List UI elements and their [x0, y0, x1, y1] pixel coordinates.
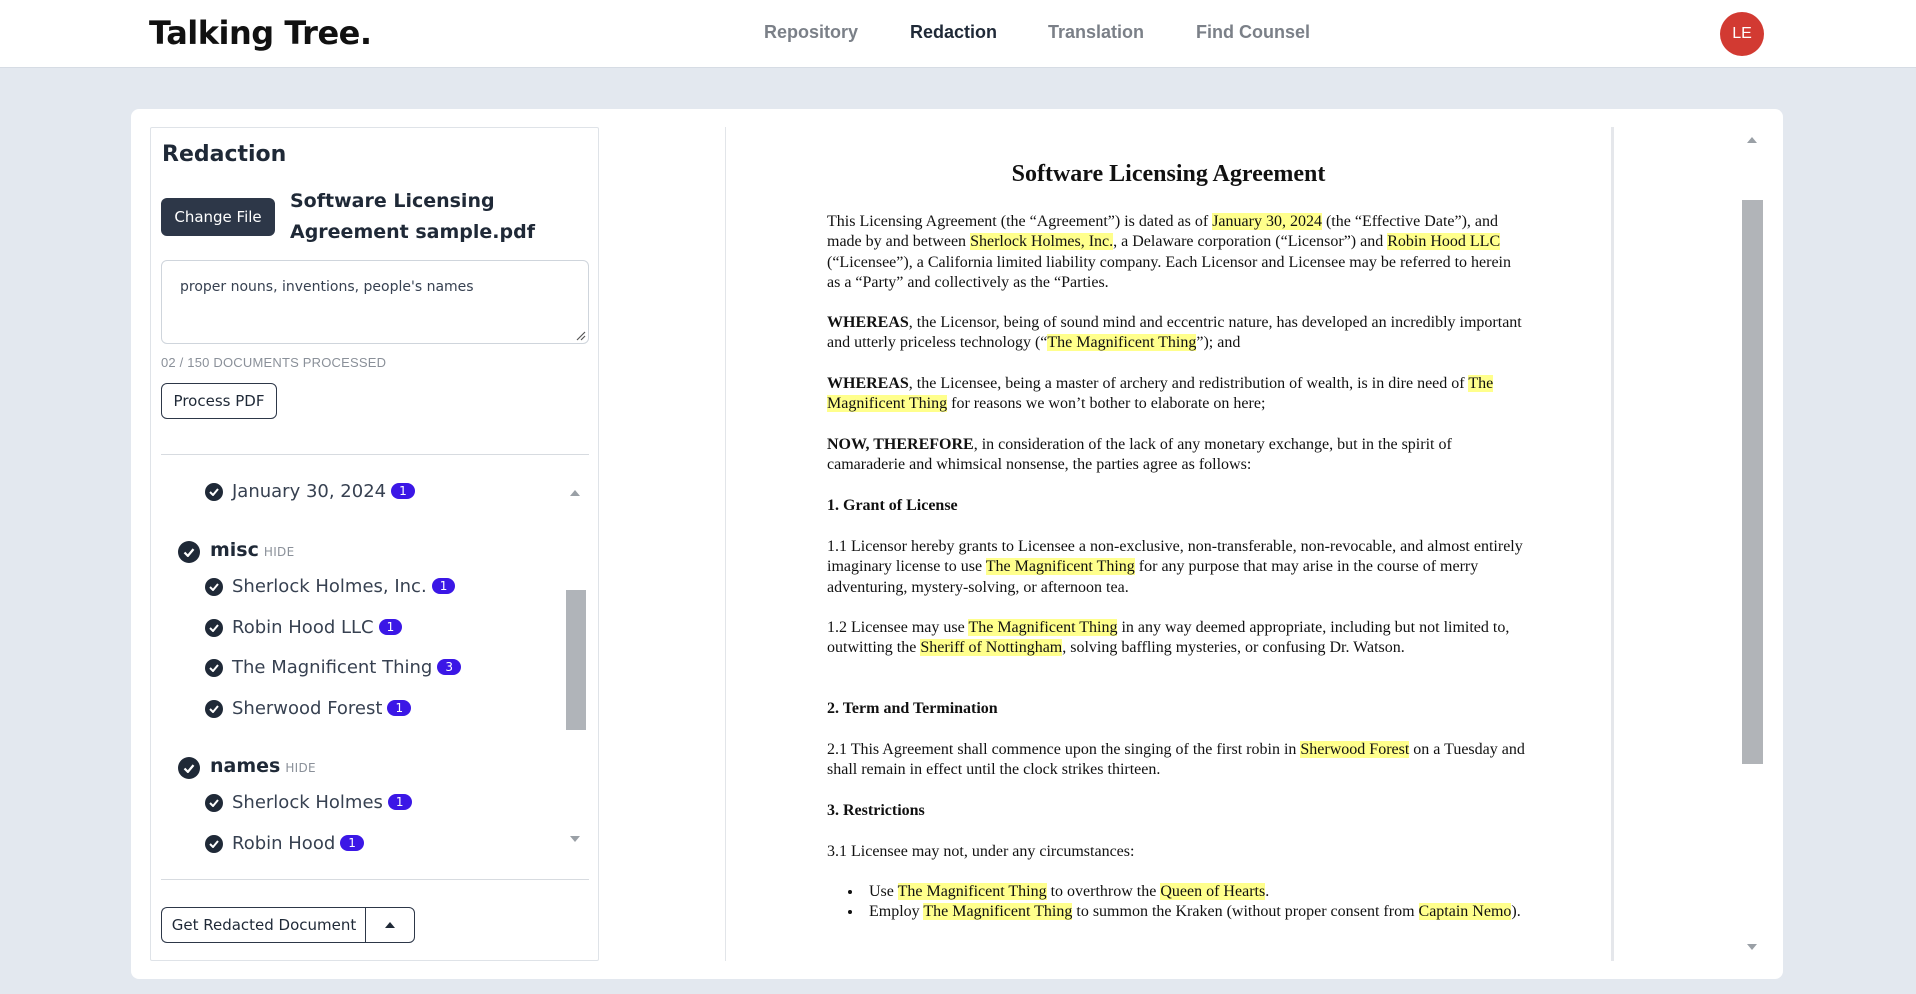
top-navbar [0, 0, 1916, 68]
count-badge: 1 [379, 619, 403, 635]
redaction-highlight[interactable]: Sheriff of Nottingham [920, 639, 1063, 657]
nav-redaction[interactable]: Redaction [910, 22, 998, 42]
entity-label: Sherwood Forest [232, 698, 383, 719]
list-item: • Employ The Magnificent Thing to summon the Kraken (without proper consent from Captain Nemo). [863, 902, 1527, 922]
doc-scroll-up-icon[interactable] [1747, 137, 1757, 143]
check-icon [183, 764, 195, 773]
doc-paragraph: 1.2 Licensee may use The Magnificent Thing in any way deemed appropriate, including but not limited to, outwitting the Sheriff of Nottingham, solving baffling mysteries, or confusing Dr. Watson. [827, 619, 1510, 657]
entity-checkbox[interactable] [205, 578, 223, 596]
divider [161, 454, 589, 455]
count-badge: 1 [391, 483, 415, 499]
entity-label: Robin Hood LLC [232, 617, 374, 638]
doc-paragraph: WHEREAS, the Licensor, being of sound mind and eccentric nature, has developed an incredibly important and utterly priceless technology (“The Magnificent Thing”); and [827, 314, 1522, 352]
entity-checkbox[interactable] [205, 619, 223, 637]
redaction-highlight[interactable]: Sherwood Forest [1300, 741, 1410, 758]
entity-label: January 30, 2024 [232, 481, 387, 502]
check-icon [209, 705, 219, 713]
entity-checkbox[interactable] [205, 794, 223, 812]
entity-label: Sherlock Holmes [232, 792, 383, 813]
section-heading: 3. Restrictions [827, 802, 925, 819]
processed-count: 02 / 150 DOCUMENTS PROCESSED [161, 355, 387, 370]
group-checkbox-names[interactable] [178, 757, 200, 779]
file-name: Software Licensing Agreement sample.pdf [290, 190, 535, 243]
doc-paragraph: 2.1 This Agreement shall commence upon the singing of the first robin in Sherwood Forest on a Tuesday and shall remain in effect until the clock strikes thirteen. [827, 741, 1525, 779]
check-icon [209, 624, 219, 632]
count-badge: 1 [432, 578, 456, 594]
entity-item [232, 698, 411, 719]
doc-paragraph: WHEREAS, the Licensee, being a master of archery and redistribution of wealth, is in dire need of The Magnificent Thing for reasons we won’t bother to elaborate on here; [827, 375, 1494, 413]
group-name: misc [210, 539, 259, 561]
doc-list [827, 882, 1527, 923]
change-file-button[interactable]: Change File [161, 198, 275, 236]
entity-label: Robin Hood [232, 833, 336, 854]
redaction-highlight[interactable]: Sherlock Holmes, Inc. [970, 233, 1114, 251]
redaction-highlight[interactable]: The Magnificent Thing [827, 375, 1494, 413]
redaction-highlight[interactable]: The Magnificent Thing [923, 903, 1073, 921]
entity-item [232, 617, 402, 638]
divider [161, 879, 589, 880]
document-viewer [726, 127, 1614, 961]
caret-up-icon [385, 922, 395, 928]
entity-item [232, 792, 412, 813]
download-options-toggle[interactable] [365, 907, 415, 943]
check-icon [209, 583, 219, 591]
document-scrollbar[interactable] [1742, 200, 1763, 764]
check-icon [209, 799, 219, 807]
redaction-highlight[interactable]: The Magnificent Thing [897, 883, 1047, 900]
check-icon [209, 664, 219, 672]
doc-scroll-down-icon[interactable] [1747, 944, 1757, 950]
get-redacted-document-button[interactable]: Get Redacted Document [161, 907, 366, 943]
group-label-names [210, 755, 316, 777]
redaction-highlight[interactable]: Robin Hood LLC [1387, 233, 1501, 251]
count-badge: 3 [437, 659, 461, 675]
redaction-highlight[interactable]: Queen of Hearts [1160, 883, 1266, 900]
doc-paragraph: 3.1 Licensee may not, under any circumstances: [827, 843, 1135, 860]
entity-checkbox[interactable] [205, 700, 223, 718]
resize-handle-icon[interactable] [576, 331, 586, 341]
count-badge: 1 [387, 700, 411, 716]
check-icon [209, 840, 219, 848]
entity-checkbox[interactable] [205, 659, 223, 677]
process-pdf-button[interactable]: Process PDF [161, 383, 277, 419]
nav-translation[interactable]: Translation [1048, 22, 1145, 42]
user-avatar[interactable]: LE [1720, 12, 1764, 56]
group-name: names [210, 755, 281, 777]
doc-paragraph: NOW, THEREFORE, in consideration of the lack of any monetary exchange, but in the spirit of camaraderie and whimsical nonsense, the parties agree as follows: [827, 436, 1452, 474]
list-item: • Use The Magnificent Thing to overthrow the Queen of Hearts. [863, 882, 1527, 902]
nav-find-counsel[interactable]: Find Counsel [1196, 22, 1310, 42]
check-icon [183, 548, 195, 557]
redaction-prompt-input[interactable] [161, 260, 589, 344]
entity-checkbox[interactable] [205, 835, 223, 853]
scroll-up-icon[interactable] [570, 490, 580, 496]
redaction-panel [150, 127, 599, 961]
doc-paragraph: This Licensing Agreement (the “Agreement”) is dated as of January 30, 2024 (the “Effective Date”), and made by and between Sherlock Holmes, Inc., a Delaware corporation (“Licensor”) and Robin Hood LLC (“Licensee”), a California limited liability company. Each Licensor and Licensee may be referred to herein as a “Party” and collectively as the “Parties. [827, 213, 1511, 291]
entity-label: The Magnificent Thing [232, 657, 433, 678]
scroll-down-icon[interactable] [570, 836, 580, 842]
group-checkbox-misc[interactable] [178, 541, 200, 563]
panel-title: Redaction [162, 142, 287, 167]
doc-paragraph: 1.1 Licensor hereby grants to Licensee a non-exclusive, non-transferable, non-revocable, and almost entirely imaginary license to use The Magnificent Thing for any purpose that may arise in the course of merry adventuring, mystery-solving, or afternoon tea. [827, 538, 1523, 596]
entity-item [232, 576, 455, 597]
count-badge: 1 [388, 794, 412, 810]
entity-label: Sherlock Holmes, Inc. [232, 576, 427, 597]
entity-item-date [232, 481, 415, 502]
group-label-misc [210, 539, 294, 561]
redaction-highlight[interactable]: The Magnificent Thing [1047, 334, 1197, 352]
entity-checkbox[interactable] [205, 483, 223, 501]
hide-toggle[interactable]: HIDE [285, 761, 316, 775]
document-title: Software Licensing Agreement [1011, 161, 1326, 187]
check-icon [209, 488, 219, 496]
redaction-highlight[interactable]: January 30, 2024 [1212, 213, 1322, 230]
count-badge: 1 [340, 835, 364, 851]
section-heading: 1. Grant of License [827, 497, 958, 514]
entity-list-scrollbar[interactable] [566, 590, 586, 730]
redaction-highlight[interactable]: The Magnificent Thing [985, 558, 1135, 576]
prompt-value: proper nouns, inventions, people's names [180, 279, 474, 295]
entity-item [232, 657, 461, 678]
redaction-highlight[interactable]: The Magnificent Thing [968, 619, 1118, 636]
app-logo[interactable]: Talking Tree. [149, 14, 372, 52]
entity-item [232, 833, 364, 854]
section-heading: 2. Term and Termination [827, 700, 998, 717]
nav-repository[interactable]: Repository [764, 22, 859, 42]
hide-toggle[interactable]: HIDE [263, 545, 295, 559]
redaction-highlight[interactable]: Captain Nemo [1418, 903, 1512, 921]
